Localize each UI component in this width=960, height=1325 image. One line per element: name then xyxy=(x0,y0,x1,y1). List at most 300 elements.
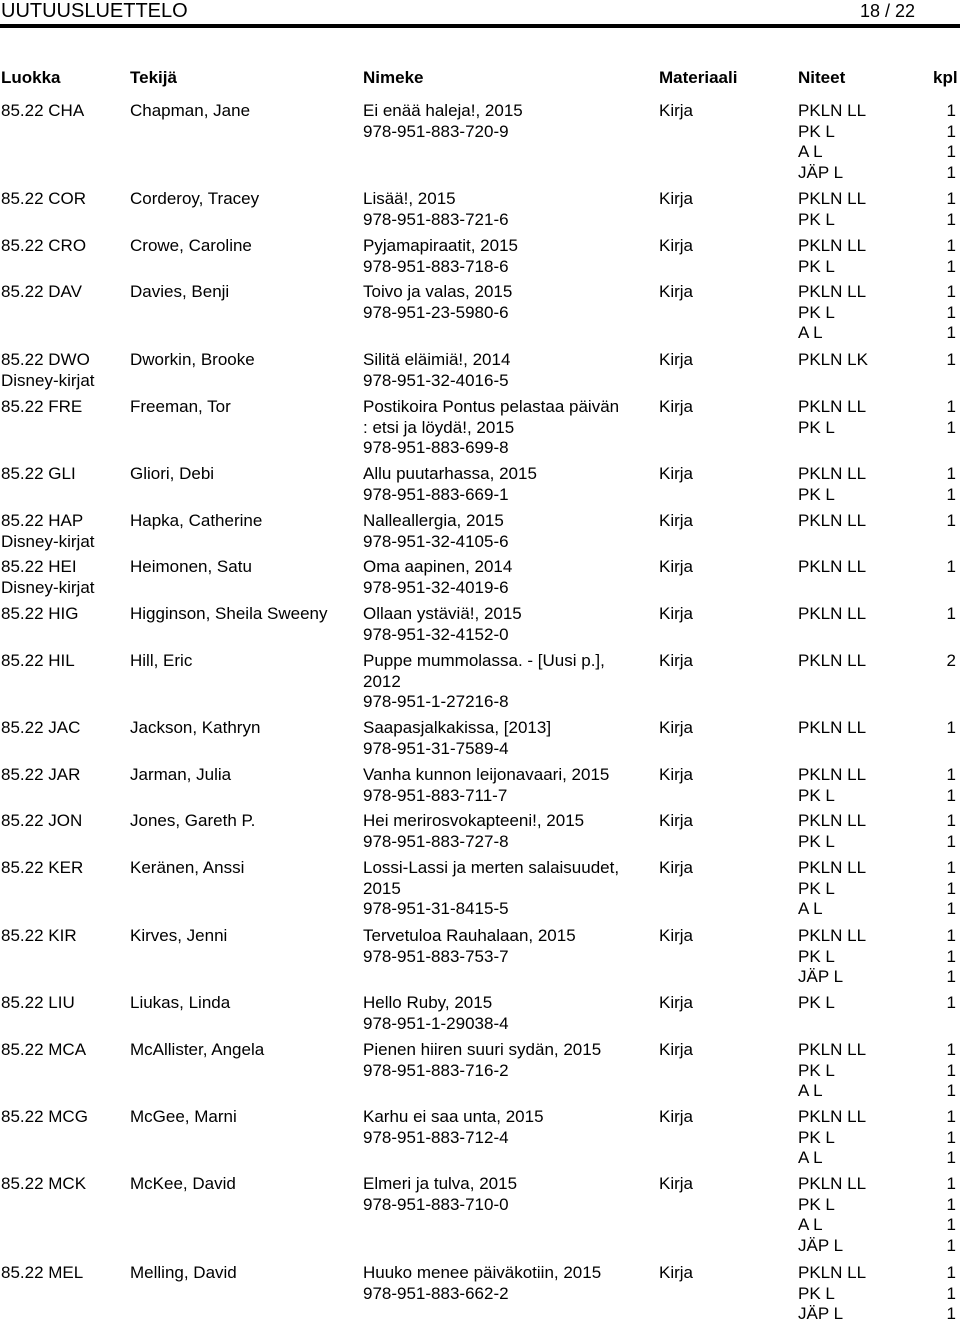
entry-title-line: Puppe mummolassa. - [Uusi p.], xyxy=(363,651,605,670)
holding-count: 1 xyxy=(946,1174,956,1193)
holding-count: 1 xyxy=(946,1304,956,1323)
entry-class xyxy=(1,1174,86,1195)
holding-location: PKLN LL xyxy=(798,236,867,255)
entry-holdings xyxy=(798,993,958,1014)
entry-author: Crowe, Caroline xyxy=(130,236,252,255)
entry-holdings xyxy=(798,858,958,920)
holding-row xyxy=(798,397,958,418)
holding-count: 1 xyxy=(946,785,956,805)
holding-location: PKLN LL xyxy=(798,189,867,208)
entry-holdings xyxy=(798,397,958,438)
entry-title-line: 978-951-1-27216-8 xyxy=(363,692,509,711)
entry-title xyxy=(363,350,653,391)
holding-count: 1 xyxy=(946,189,956,208)
holding-row xyxy=(798,1215,958,1236)
holding-location: PK L xyxy=(798,1060,835,1080)
holding-count: 1 xyxy=(946,121,956,141)
entry-class-line: 85.22 JAC xyxy=(1,718,81,737)
entry-material: Kirja xyxy=(659,1107,694,1126)
holding-location: PKLN LL xyxy=(798,1174,867,1193)
entry-title xyxy=(363,557,653,598)
entry-title xyxy=(363,993,653,1034)
entry-holdings xyxy=(798,1040,958,1102)
entry-title-line: Nalleallergia, 2015 xyxy=(363,511,504,530)
entry-class-line: 85.22 CHA xyxy=(1,101,85,120)
holding-count: 1 xyxy=(946,142,956,161)
entry-class xyxy=(1,101,84,122)
entry-title xyxy=(363,604,653,645)
entry-class-line: 85.22 CRO xyxy=(1,236,87,255)
holding-location: A L xyxy=(798,323,823,342)
holding-location: PKLN LL xyxy=(798,464,867,483)
entry-title-line: Pyjamapiraatit, 2015 xyxy=(363,236,518,255)
holding-row xyxy=(798,1040,958,1061)
holding-row xyxy=(798,1304,958,1325)
entry-title-line: 978-951-883-720-9 xyxy=(363,121,509,141)
entry-material: Kirja xyxy=(659,811,694,830)
column-header-materiaali: Materiaali xyxy=(659,68,738,87)
holding-count: 1 xyxy=(946,831,956,851)
holding-count: 1 xyxy=(946,323,956,342)
holding-location: PKLN LL xyxy=(798,811,867,830)
entry-material: Kirja xyxy=(659,464,694,483)
entry-author: Corderoy, Tracey xyxy=(130,189,260,208)
entry-class xyxy=(1,718,80,739)
holding-row xyxy=(798,1284,958,1305)
entry-title-line: Toivo ja valas, 2015 xyxy=(363,282,513,301)
entry-class xyxy=(1,765,80,786)
holding-row xyxy=(798,947,958,968)
holding-row xyxy=(798,1107,958,1128)
entry-class xyxy=(1,397,82,418)
entry-title-line: Huuko menee päiväkotiin, 2015 xyxy=(363,1263,602,1282)
holding-location: PK L xyxy=(798,1127,835,1147)
page-header xyxy=(0,0,960,28)
entry-class xyxy=(1,282,82,303)
entry-title xyxy=(363,811,653,852)
holding-row xyxy=(798,303,958,324)
entry-author: Dworkin, Brooke xyxy=(130,350,255,369)
holding-count: 1 xyxy=(946,1283,956,1303)
holding-row xyxy=(798,418,958,439)
entry-title-line: 978-951-883-711-7 xyxy=(363,785,508,805)
entry-author: McAllister, Angela xyxy=(130,1040,265,1059)
holding-location: PK L xyxy=(798,878,835,898)
entry-title-line: Tervetuloa Rauhalaan, 2015 xyxy=(363,926,576,945)
holding-count: 1 xyxy=(946,350,956,369)
entry-title-line: Lossi-Lassi ja merten salaisuudet, xyxy=(363,858,620,877)
entry-author: Davies, Benji xyxy=(130,282,230,301)
holding-location: JÄP L xyxy=(798,1304,844,1323)
holding-row xyxy=(798,350,958,371)
holding-row xyxy=(798,210,958,231)
entry-title-line: 978-951-883-716-2 xyxy=(363,1060,509,1080)
entry-title-line: 978-951-883-710-0 xyxy=(363,1194,509,1214)
holding-location: A L xyxy=(798,1215,823,1234)
holding-row xyxy=(798,1081,958,1102)
entry-material: Kirja xyxy=(659,604,694,623)
entry-holdings xyxy=(798,604,958,625)
holding-count: 1 xyxy=(946,718,956,737)
entry-class-line: 85.22 DAV xyxy=(1,282,82,301)
entry-material: Kirja xyxy=(659,993,694,1012)
holding-location: PKLN LL xyxy=(798,511,867,530)
entry-class-line: 85.22 DWO xyxy=(1,350,90,369)
holding-count: 1 xyxy=(946,101,956,120)
holding-row xyxy=(798,765,958,786)
holding-count: 1 xyxy=(946,162,956,182)
holding-count: 1 xyxy=(946,899,956,918)
entry-class-line: 85.22 HEI xyxy=(1,557,77,576)
entry-title-line: Allu puutarhassa, 2015 xyxy=(363,464,537,483)
column-header-tekija: Tekijä xyxy=(130,68,177,87)
entry-author: Chapman, Jane xyxy=(130,101,251,120)
holding-count: 1 xyxy=(946,282,956,301)
entry-class-line: 85.22 KIR xyxy=(1,926,77,945)
entry-class-line: 85.22 JAR xyxy=(1,765,81,784)
entry-title xyxy=(363,926,653,967)
holding-row xyxy=(798,858,958,879)
holding-location: PKLN LL xyxy=(798,397,867,416)
holding-row xyxy=(798,1263,958,1284)
entry-material: Kirja xyxy=(659,236,694,255)
holding-count: 1 xyxy=(946,464,956,483)
entry-class xyxy=(1,350,95,391)
entry-class-line: 85.22 MCA xyxy=(1,1040,87,1059)
entry-title-line: : etsi ja löydä!, 2015 xyxy=(363,417,515,437)
entry-title-line: 978-951-31-7589-4 xyxy=(363,738,509,758)
entry-class-line: Disney-kirjat xyxy=(1,531,95,551)
holding-location: PK L xyxy=(798,946,835,966)
holding-count: 1 xyxy=(946,1107,956,1126)
entry-holdings xyxy=(798,1107,958,1169)
entry-author: Jarman, Julia xyxy=(130,765,232,784)
entry-title-line: 978-951-883-718-6 xyxy=(363,256,509,276)
entry-class-line: 85.22 LIU xyxy=(1,993,75,1012)
entry-title-line: 978-951-32-4016-5 xyxy=(363,370,509,390)
holding-location: A L xyxy=(798,1148,823,1167)
entry-class-line: 85.22 MEL xyxy=(1,1263,84,1282)
entry-title-line: 2015 xyxy=(363,878,401,898)
header-rule xyxy=(0,24,960,28)
holding-row xyxy=(798,1148,958,1169)
entry-title-line: 978-951-883-727-8 xyxy=(363,831,509,851)
entry-title xyxy=(363,236,653,277)
holding-location: PK L xyxy=(798,302,835,322)
holding-row xyxy=(798,899,958,920)
entry-title-line: 978-951-32-4152-0 xyxy=(363,624,509,644)
holding-count: 1 xyxy=(946,878,956,898)
holding-row xyxy=(798,323,958,344)
entry-title xyxy=(363,858,653,920)
holding-row xyxy=(798,1174,958,1195)
holding-location: PK L xyxy=(798,1194,835,1214)
catalog-title: UUTUUSLUETTELO xyxy=(1,0,188,22)
entry-title-line: 978-951-883-721-6 xyxy=(363,209,509,229)
holding-count: 1 xyxy=(946,209,956,229)
entry-class-line: 85.22 GLI xyxy=(1,464,76,483)
entry-holdings xyxy=(798,926,958,988)
entry-class-line: 85.22 MCK xyxy=(1,1174,87,1193)
entry-holdings xyxy=(798,1174,958,1256)
holding-row xyxy=(798,282,958,303)
holding-count: 1 xyxy=(946,1127,956,1147)
entry-class xyxy=(1,926,77,947)
entry-material: Kirja xyxy=(659,765,694,784)
entry-author: Hill, Eric xyxy=(130,651,193,670)
holding-row xyxy=(798,189,958,210)
holding-location: A L xyxy=(798,142,823,161)
entry-title xyxy=(363,282,653,323)
column-header-nimeke: Nimeke xyxy=(363,68,424,87)
entry-title-line: 2012 xyxy=(363,671,401,691)
entry-title-line: Vanha kunnon leijonavaari, 2015 xyxy=(363,765,610,784)
entry-author: Kirves, Jenni xyxy=(130,926,228,945)
holding-count: 1 xyxy=(946,811,956,830)
entry-author: McGee, Marni xyxy=(130,1107,237,1126)
holding-count: 1 xyxy=(946,256,956,276)
entry-holdings xyxy=(798,765,958,806)
entry-title-line: Pienen hiiren suuri sydän, 2015 xyxy=(363,1040,602,1059)
page-number: 18 / 22 xyxy=(860,1,916,21)
holding-row xyxy=(798,101,958,122)
holding-count: 1 xyxy=(946,926,956,945)
entry-material: Kirja xyxy=(659,397,694,416)
entry-class xyxy=(1,511,95,552)
holding-location: PK L xyxy=(798,484,835,504)
entry-title-line: 978-951-883-699-8 xyxy=(363,438,509,457)
entry-author: Heimonen, Satu xyxy=(130,557,252,576)
holding-count: 1 xyxy=(946,993,956,1012)
holding-count: 1 xyxy=(946,1194,956,1214)
entry-title-line: 978-951-883-669-1 xyxy=(363,484,509,504)
holding-count: 1 xyxy=(946,1263,956,1282)
entry-author: Melling, David xyxy=(130,1263,237,1282)
holding-count: 1 xyxy=(946,236,956,255)
entry-material: Kirja xyxy=(659,1263,694,1282)
entry-title-line: Ei enää haleja!, 2015 xyxy=(363,101,523,120)
holding-count: 1 xyxy=(946,604,956,623)
holding-location: PK L xyxy=(798,831,835,851)
entry-material: Kirja xyxy=(659,926,694,945)
entry-title xyxy=(363,189,653,230)
holding-location: PKLN LL xyxy=(798,651,867,670)
entry-author: Jackson, Kathryn xyxy=(130,718,261,737)
entry-author: Freeman, Tor xyxy=(130,397,231,416)
entry-holdings xyxy=(798,651,958,672)
entry-holdings xyxy=(798,557,958,578)
holding-location: PKLN LL xyxy=(798,858,867,877)
entry-material: Kirja xyxy=(659,718,694,737)
entry-title-line: 978-951-32-4105-6 xyxy=(363,531,509,551)
holding-location: PKLN LL xyxy=(798,1107,867,1126)
entry-title-line: Ollaan ystäviä!, 2015 xyxy=(363,604,522,623)
holding-count: 1 xyxy=(946,1215,956,1234)
holding-location: JÄP L xyxy=(798,1235,844,1255)
holding-location: PKLN LL xyxy=(798,1263,867,1282)
entry-title-line: 978-951-883-712-4 xyxy=(363,1127,509,1147)
holding-location: PKLN LL xyxy=(798,101,867,120)
holding-location: PKLN LL xyxy=(798,1040,867,1059)
holding-count: 1 xyxy=(946,1148,956,1167)
entry-class xyxy=(1,858,83,879)
holding-row xyxy=(798,651,958,672)
holding-location: PK L xyxy=(798,993,835,1012)
entry-title-line: 978-951-32-4019-6 xyxy=(363,577,509,597)
entry-class-line: 85.22 HAP xyxy=(1,511,84,530)
entry-material: Kirja xyxy=(659,858,694,877)
holding-count: 1 xyxy=(946,1081,956,1100)
entry-class-line: 85.22 COR xyxy=(1,189,87,208)
entry-author: Keränen, Anssi xyxy=(130,858,245,877)
holding-row xyxy=(798,464,958,485)
entry-holdings xyxy=(798,282,958,344)
holding-location: PK L xyxy=(798,417,835,437)
entry-material: Kirja xyxy=(659,101,694,120)
holding-row xyxy=(798,257,958,278)
entry-class xyxy=(1,1107,88,1128)
entry-class xyxy=(1,189,86,210)
entry-title-line: Hello Ruby, 2015 xyxy=(363,993,493,1012)
holding-row xyxy=(798,1236,958,1257)
entry-title xyxy=(363,718,653,759)
entry-class xyxy=(1,236,86,257)
entry-author: Hapka, Catherine xyxy=(130,511,263,530)
holding-count: 1 xyxy=(946,765,956,784)
column-header-luokka: Luokka xyxy=(1,68,61,87)
entry-holdings xyxy=(798,189,958,230)
entry-material: Kirja xyxy=(659,350,694,369)
holding-location: PK L xyxy=(798,256,835,276)
entry-title-line: Oma aapinen, 2014 xyxy=(363,557,513,576)
entry-title xyxy=(363,1263,653,1304)
entry-class-line: 85.22 FRE xyxy=(1,397,83,416)
entry-title-line: 978-951-883-662-2 xyxy=(363,1283,509,1303)
holding-row xyxy=(798,1061,958,1082)
entry-author: Higginson, Sheila Sweeny xyxy=(130,604,328,623)
entry-material: Kirja xyxy=(659,1040,694,1059)
entry-class-line: 85.22 HIG xyxy=(1,604,79,623)
holding-count: 1 xyxy=(946,302,956,322)
holding-count: 1 xyxy=(946,1235,956,1255)
entry-title-line: Saapasjalkakissa, [2013] xyxy=(363,718,552,737)
entry-title-line: 978-951-1-29038-4 xyxy=(363,1013,509,1033)
holding-row xyxy=(798,163,958,184)
holding-row xyxy=(798,1128,958,1149)
entry-author: Jones, Gareth P. xyxy=(130,811,256,830)
entry-class xyxy=(1,604,79,625)
entry-class xyxy=(1,993,75,1014)
holding-location: JÄP L xyxy=(798,967,844,986)
holding-count: 1 xyxy=(946,858,956,877)
holding-row xyxy=(798,879,958,900)
holding-row xyxy=(798,511,958,532)
entry-material: Kirja xyxy=(659,282,694,301)
entry-material: Kirja xyxy=(659,189,694,208)
holding-row xyxy=(798,1195,958,1216)
entry-title-line: 978-951-883-753-7 xyxy=(363,946,509,966)
entry-title-line: Karhu ei saa unta, 2015 xyxy=(363,1107,544,1126)
entry-title xyxy=(363,1174,653,1215)
holding-location: PKLN LL xyxy=(798,557,867,576)
entry-material: Kirja xyxy=(659,557,694,576)
holding-row xyxy=(798,122,958,143)
entry-title xyxy=(363,765,653,806)
holding-row xyxy=(798,557,958,578)
entry-title-line: Hei merirosvokapteeni!, 2015 xyxy=(363,811,585,830)
holding-row xyxy=(798,142,958,163)
holding-location: PK L xyxy=(798,209,835,229)
entry-title-line: 978-951-31-8415-5 xyxy=(363,899,509,918)
entry-class-line: Disney-kirjat xyxy=(1,370,95,390)
entry-title xyxy=(363,397,653,459)
holding-row xyxy=(798,786,958,807)
entry-author: Liukas, Linda xyxy=(130,993,231,1012)
entry-holdings xyxy=(798,464,958,505)
entry-class-line: 85.22 MCG xyxy=(1,1107,88,1126)
holding-row xyxy=(798,718,958,739)
entry-class-line: Disney-kirjat xyxy=(1,577,95,597)
entry-class xyxy=(1,557,95,598)
holding-row xyxy=(798,993,958,1014)
holding-count: 1 xyxy=(946,511,956,530)
holding-count: 1 xyxy=(946,946,956,966)
column-header-kpl: kpl xyxy=(933,68,958,87)
holding-location: PKLN LL xyxy=(798,765,867,784)
entry-title xyxy=(363,464,653,505)
holding-row xyxy=(798,485,958,506)
holding-count: 1 xyxy=(946,557,956,576)
holding-count: 1 xyxy=(946,1060,956,1080)
entry-title xyxy=(363,101,653,142)
holding-row xyxy=(798,967,958,988)
entry-class xyxy=(1,651,75,672)
entry-class xyxy=(1,811,82,832)
entry-class-line: 85.22 KER xyxy=(1,858,84,877)
holding-row xyxy=(798,832,958,853)
entry-material: Kirja xyxy=(659,1174,694,1193)
column-header-niteet: Niteet xyxy=(798,68,846,87)
entry-class xyxy=(1,1040,86,1061)
holding-location: PKLN LL xyxy=(798,604,867,623)
holding-row xyxy=(798,926,958,947)
entry-title-line: Lisää!, 2015 xyxy=(363,189,456,208)
entry-holdings xyxy=(798,101,958,183)
holding-count: 1 xyxy=(946,1040,956,1059)
holding-location: PKLN LL xyxy=(798,282,867,301)
entry-author: McKee, David xyxy=(130,1174,236,1193)
entry-title xyxy=(363,1040,653,1081)
entry-class xyxy=(1,1263,83,1284)
holding-location: PKLN LK xyxy=(798,350,868,369)
entry-title xyxy=(363,511,653,552)
entry-holdings xyxy=(798,236,958,277)
entry-holdings xyxy=(798,1263,958,1325)
entry-material: Kirja xyxy=(659,651,694,670)
holding-location: PKLN LL xyxy=(798,718,867,737)
entry-material: Kirja xyxy=(659,511,694,530)
entry-class-line: 85.22 HIL xyxy=(1,651,75,670)
entry-class-line: 85.22 JON xyxy=(1,811,83,830)
holding-row xyxy=(798,811,958,832)
entry-title xyxy=(363,1107,653,1148)
holding-count: 1 xyxy=(946,417,956,437)
holding-location: PK L xyxy=(798,121,835,141)
holding-count: 2 xyxy=(946,651,956,670)
holding-row xyxy=(798,236,958,257)
holding-count: 1 xyxy=(946,967,956,986)
entry-holdings xyxy=(798,511,958,532)
